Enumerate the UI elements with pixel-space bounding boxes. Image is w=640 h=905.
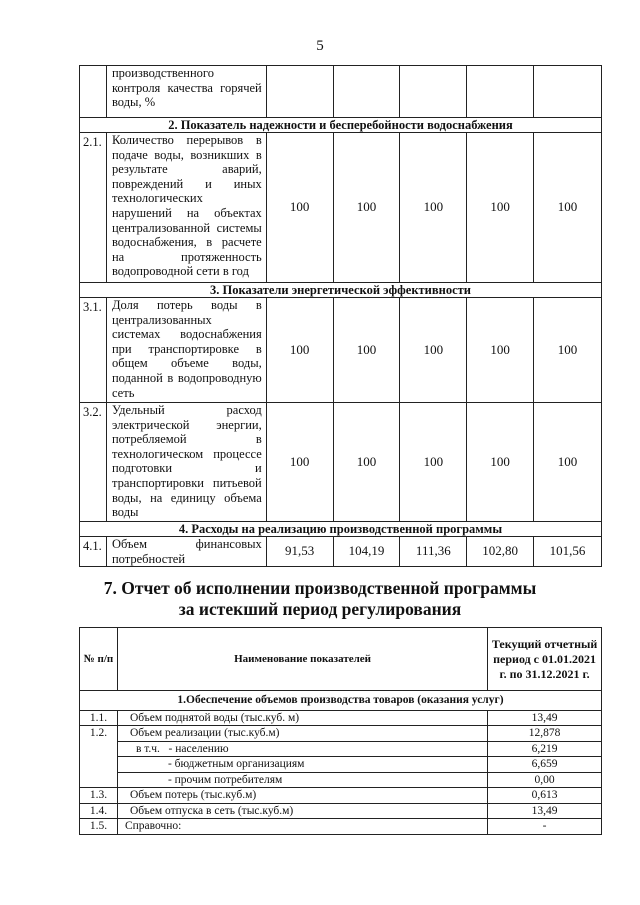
row-number: 3.2. xyxy=(80,403,107,522)
section-title: 3. Показатели энергетической эффективности xyxy=(80,283,602,298)
value-cell: 100 xyxy=(400,403,467,522)
section-row xyxy=(80,522,602,537)
table-row xyxy=(80,803,602,819)
value-cell: 0,613 xyxy=(488,788,602,804)
value-cell: 100 xyxy=(467,298,534,403)
row-number: 4.1. xyxy=(80,537,107,567)
value-cell: 100 xyxy=(534,403,602,522)
indicator-name: Справочно: xyxy=(117,819,487,835)
table-row xyxy=(80,66,602,118)
table-row xyxy=(80,133,602,283)
table-row xyxy=(80,726,602,742)
indicator-name: Объем поднятой воды (тыс.куб. м) xyxy=(117,710,487,726)
section-row xyxy=(80,283,602,298)
section-title: 4. Расходы на реализацию производственной программы xyxy=(80,522,602,537)
table-row xyxy=(80,298,602,403)
indicator-name: Доля потерь воды в централизованных системах водоснабжения при транспортировке в общем объеме воды, поданной в водопроводную сеть xyxy=(106,298,266,403)
row-number: 1.1. xyxy=(80,710,118,726)
indicator-name: Объем потерь (тыс.куб.м) xyxy=(117,788,487,804)
row-number: 1.2. xyxy=(80,726,118,788)
section-title: 2. Показатель надежности и бесперебойности водоснабжения xyxy=(80,118,602,133)
indicator-name: Удельный расход электрической энергии, потребляемой в технологическом процессе подготовки и транспортировки питьевой воды, на единицу объема воды xyxy=(106,403,266,522)
table-row xyxy=(80,788,602,804)
section-title: 1.Обеспечение объемов производства товаров (оказания услуг) xyxy=(80,691,602,711)
value-cell: 100 xyxy=(534,133,602,283)
table-row xyxy=(80,819,602,835)
header-period: Текущий отчетный период с 01.01.2021 г. по 31.12.2021 г. xyxy=(488,628,602,691)
header-number: № п/п xyxy=(80,628,118,691)
value-cell: 13,49 xyxy=(488,710,602,726)
section-heading xyxy=(0,578,640,620)
row-number: 1.3. xyxy=(80,788,118,804)
value-cell: 100 xyxy=(400,298,467,403)
indicator-name: Объем реализации (тыс.куб.м) xyxy=(117,726,487,742)
value-cell: 100 xyxy=(400,133,467,283)
value-cell: 102,80 xyxy=(467,537,534,567)
value-cell: 100 xyxy=(333,298,400,403)
value-cell: 12,878 xyxy=(488,726,602,742)
table-row xyxy=(80,403,602,522)
value-cell: 101,56 xyxy=(534,537,602,567)
page-number: 5 xyxy=(316,38,324,54)
indicator-name: в т.ч. - населению xyxy=(117,741,487,757)
row-number: 2.1. xyxy=(80,133,107,283)
indicator-name: производственного контроля качества горячей воды, % xyxy=(106,66,266,118)
indicator-name: Объем отпуска в сеть (тыс.куб.м) xyxy=(117,803,487,819)
value-cell: 0,00 xyxy=(488,772,602,788)
value-cell: 91,53 xyxy=(266,537,333,567)
value-cell: - xyxy=(488,819,602,835)
table-row xyxy=(80,537,602,567)
value-cell: 111,36 xyxy=(400,537,467,567)
table-row xyxy=(80,772,602,788)
value-cell: 100 xyxy=(266,133,333,283)
indicator-name: Количество перерывов в подаче воды, возникших в результате аварий, повреждений и иных технологических нарушений на объектах централизованной системы водоснабжения, в расчете на протяженность водопроводной сети в год xyxy=(106,133,266,283)
value-cell: 6,219 xyxy=(488,741,602,757)
table-row xyxy=(80,757,602,773)
value-cell: 100 xyxy=(333,403,400,522)
indicator-name: - бюджетным организациям xyxy=(117,757,487,773)
indicators-table xyxy=(79,65,602,567)
section-heading-line1: 7. Отчет об исполнении производственной программы xyxy=(103,578,537,598)
section-heading-line2: за истекший период регулирования xyxy=(178,599,462,619)
report-table xyxy=(79,627,602,835)
header-name: Наименование показателей xyxy=(117,628,487,691)
indicator-name: Объем финансовых потребностей xyxy=(106,537,266,567)
row-number: 3.1. xyxy=(80,298,107,403)
value-cell: 100 xyxy=(467,133,534,283)
section-row xyxy=(80,691,602,711)
value-cell: 100 xyxy=(266,298,333,403)
table-row xyxy=(80,710,602,726)
value-cell: 13,49 xyxy=(488,803,602,819)
value-cell: 100 xyxy=(534,298,602,403)
indicator-name: - прочим потребителям xyxy=(117,772,487,788)
value-cell: 6,659 xyxy=(488,757,602,773)
row-number: 1.4. xyxy=(80,803,118,819)
header-row xyxy=(80,628,602,691)
value-cell: 100 xyxy=(333,133,400,283)
value-cell: 104,19 xyxy=(333,537,400,567)
value-cell: 100 xyxy=(467,403,534,522)
section-row xyxy=(80,118,602,133)
value-cell: 100 xyxy=(266,403,333,522)
row-number: 1.5. xyxy=(80,819,118,835)
table-row xyxy=(80,741,602,757)
